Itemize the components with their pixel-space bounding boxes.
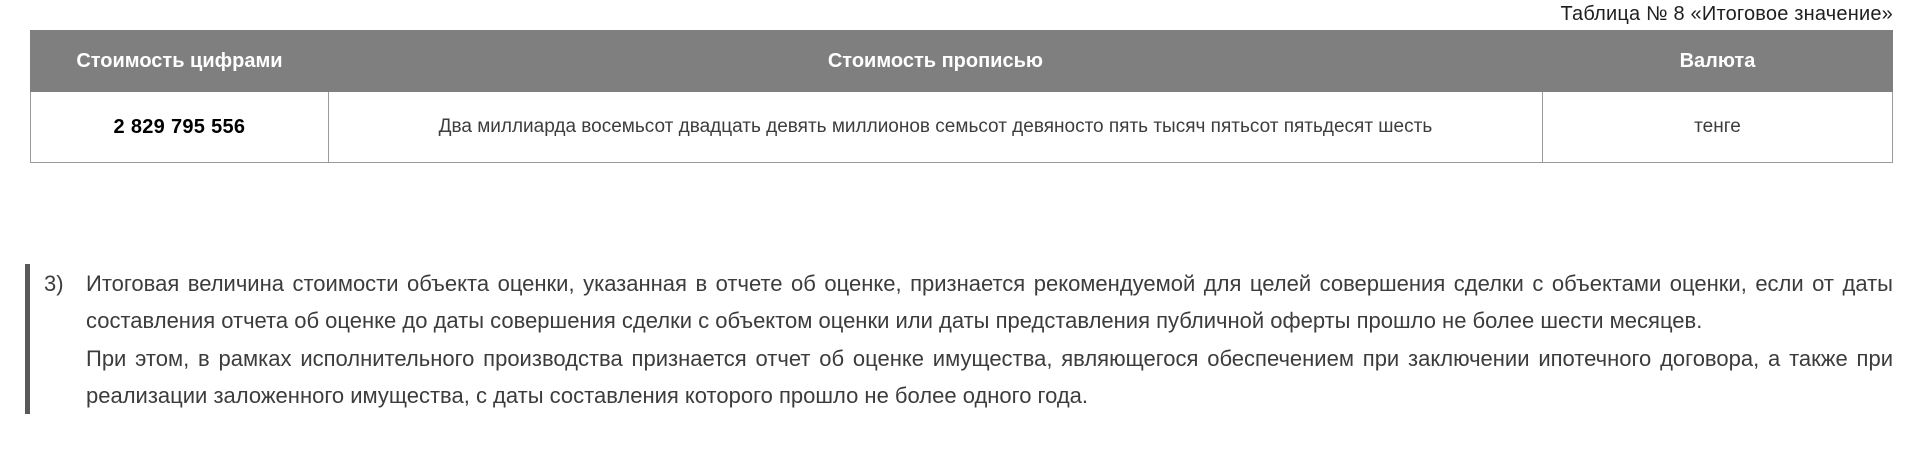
note-item-3 [25, 264, 1920, 414]
final-value-table [30, 30, 1893, 163]
note-paragraph-1: Итоговая величина стоимости объекта оценки, указанная в отчете об оценке, признается рекомендуемой для целей совершения сделки с объектами оценки, если от даты составления отчета об оценке до даты совершения сделки с объектом оценки или даты представления публичной оферты прошло не более шести месяцев. [86, 271, 1893, 333]
table-caption: Таблица № 8 «Итоговое значение» [1560, 3, 1893, 25]
note-body [86, 264, 1893, 414]
table-header-row [31, 31, 1893, 92]
amount-digits-cell: 2 829 795 556 [31, 92, 329, 163]
note-paragraph-2: При этом, в рамках исполнительного производства признается отчет об оценке имущества, являющегося обеспечением при заключении ипотечного договора, а также при реализации заложенного имущества, с даты составления которого прошло не более одного года. [86, 346, 1893, 408]
currency-cell: тенге [1542, 92, 1892, 163]
amount-words-cell: Два миллиарда восемьсот двадцать девять миллионов семьсот девяносто пять тысяч пятьсот пятьдесят шесть [328, 92, 1542, 163]
table-row [31, 92, 1893, 163]
column-header-currency: Валюта [1542, 31, 1892, 92]
revision-bar [25, 264, 30, 414]
column-header-amount-words: Стоимость прописью [328, 31, 1542, 92]
column-header-amount-digits: Стоимость цифрами [31, 31, 329, 92]
list-item-number: 3) [44, 271, 64, 296]
